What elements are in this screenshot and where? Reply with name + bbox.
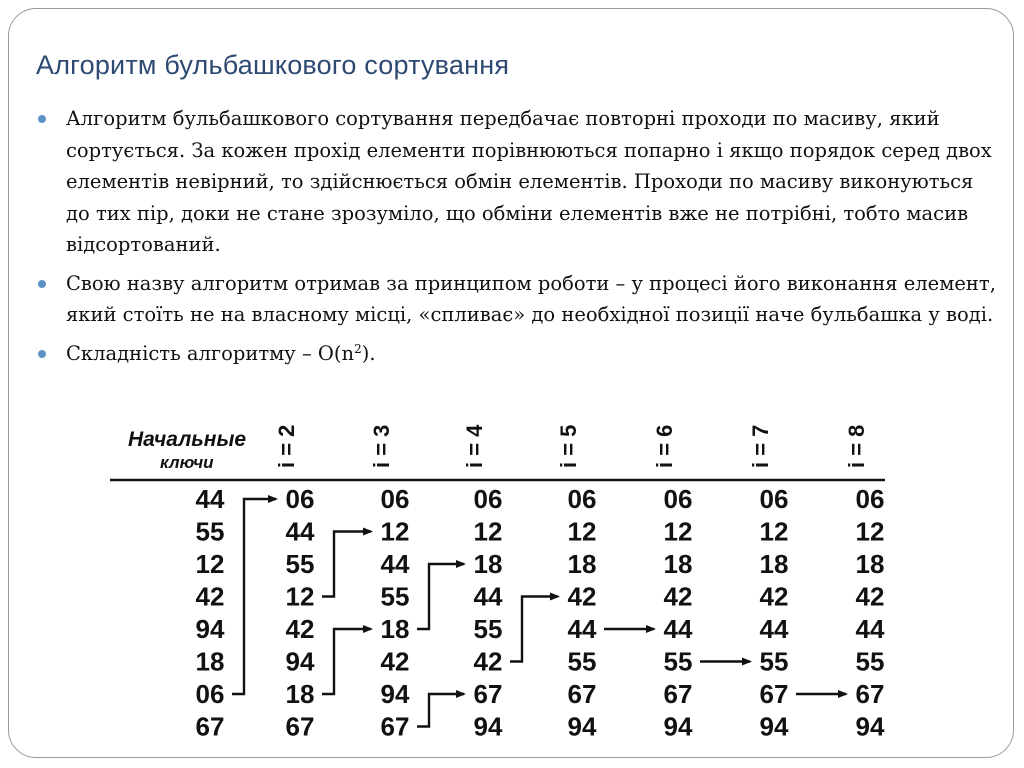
bullet-item [36,103,996,261]
key-cell: 44 [759,614,789,644]
key-cell: 44 [473,581,503,612]
key-cell: 06 [195,679,225,709]
bubble-sort-diagram [100,398,900,748]
key-cell: 44 [380,549,410,579]
key-cell: 18 [567,549,597,579]
key-cell: 12 [855,516,885,547]
key-cell: 67 [759,679,789,709]
key-cell: 44 [285,516,315,547]
key-cell: 42 [473,646,503,677]
pass-header: i = 8 [844,424,869,468]
move-arrow [322,629,371,694]
move-arrow [417,694,464,727]
key-cell: 67 [473,679,503,709]
bubble-sort-figure [100,398,900,748]
pass-header: i = 5 [556,424,581,468]
key-cell: 44 [195,484,225,514]
key-cell: 06 [567,484,597,514]
key-cell: 44 [855,614,885,644]
key-cell: 42 [380,646,410,677]
key-cell: 55 [663,646,693,677]
bullet-text-after: ). [361,341,376,365]
bullet-text-before: Складність алгоритму – O(n [66,341,355,365]
key-cell: 94 [855,711,885,742]
pass-header: i = 7 [748,424,773,468]
key-cell: 94 [195,614,225,644]
move-arrow [510,597,558,662]
key-cell: 94 [567,711,597,742]
key-cell: 12 [663,516,693,547]
key-cell: 42 [759,581,789,612]
move-arrow [322,532,371,597]
key-cell: 12 [759,516,789,547]
initial-keys-label: Начальные [128,428,247,451]
key-cell: 94 [380,679,410,709]
key-cell: 12 [285,581,315,612]
key-cell: 18 [855,549,885,579]
key-cell: 94 [759,711,789,742]
key-cell: 12 [380,516,410,547]
key-cell: 42 [663,581,693,612]
key-cell: 55 [380,581,410,612]
key-cell: 18 [759,549,789,579]
key-cell: 44 [663,614,693,644]
key-cell: 18 [380,614,410,644]
bullet-dot-icon [38,280,46,288]
key-cell: 12 [567,516,597,547]
bullet-superscript: 2 [354,341,362,356]
key-cell: 12 [473,516,503,547]
key-cell: 94 [663,711,693,742]
slide-title: Алгоритм бульбашкового сортування [36,50,510,80]
bullet-item [36,338,996,370]
pass-header: i = 6 [652,424,677,468]
move-arrow [232,499,276,694]
key-cell: 42 [285,614,315,644]
key-cell: 67 [195,711,225,742]
key-cell: 67 [285,711,315,742]
bullet-dot-icon [38,115,46,123]
bullet-text: Свою назву алгоритм отримав за принципом роботи – у процесі його виконання елемент, який стоїть не на власному місці, «спливає» до необхідної позиції наче бульбашка у воді. [66,271,996,326]
key-cell: 67 [855,679,885,709]
key-cell: 06 [285,484,315,514]
bullet-list [36,103,996,376]
key-cell: 18 [285,679,315,709]
bullet-text: Алгоритм бульбашкового сортування передбачає повторні проходи по масиву, який сортується. За кожен прохід елементи порівнюються попарно і якщо порядок серед двох елементів невірний, то здійснюється обмін елементів. Проходи по масиву виконуються до тих пір, доки не стане зрозуміло, що обміни елементів вже не потрібні, тобто масив відсортований. [66,107,992,256]
key-cell: 67 [567,679,597,709]
key-cell: 94 [285,646,315,677]
pass-header: i = 3 [369,424,394,468]
key-cell: 18 [663,549,693,579]
key-cell: 67 [663,679,693,709]
key-cell: 55 [759,646,789,677]
key-cell: 55 [855,646,885,677]
key-cell: 06 [473,484,503,514]
key-cell: 94 [473,711,503,742]
key-cell: 12 [195,549,225,579]
pass-header: i = 2 [274,424,299,468]
initial-keys-sublabel: ключи [160,453,214,472]
bullet-item [36,268,996,331]
key-cell: 44 [567,614,597,644]
move-arrow [417,564,464,629]
bullet-dot-icon [38,350,46,358]
key-cell: 42 [567,581,597,612]
key-cell: 55 [195,516,225,547]
key-cell: 42 [855,581,885,612]
key-cell: 55 [285,549,315,579]
key-cell: 42 [195,581,225,612]
key-cell: 06 [759,484,789,514]
key-cell: 67 [380,711,410,742]
key-cell: 06 [855,484,885,514]
key-cell: 06 [380,484,410,514]
key-cell: 55 [567,646,597,677]
key-cell: 18 [473,549,503,579]
key-cell: 06 [663,484,693,514]
key-cell: 18 [195,646,225,677]
pass-header: i = 4 [462,424,487,468]
key-cell: 55 [473,614,503,644]
